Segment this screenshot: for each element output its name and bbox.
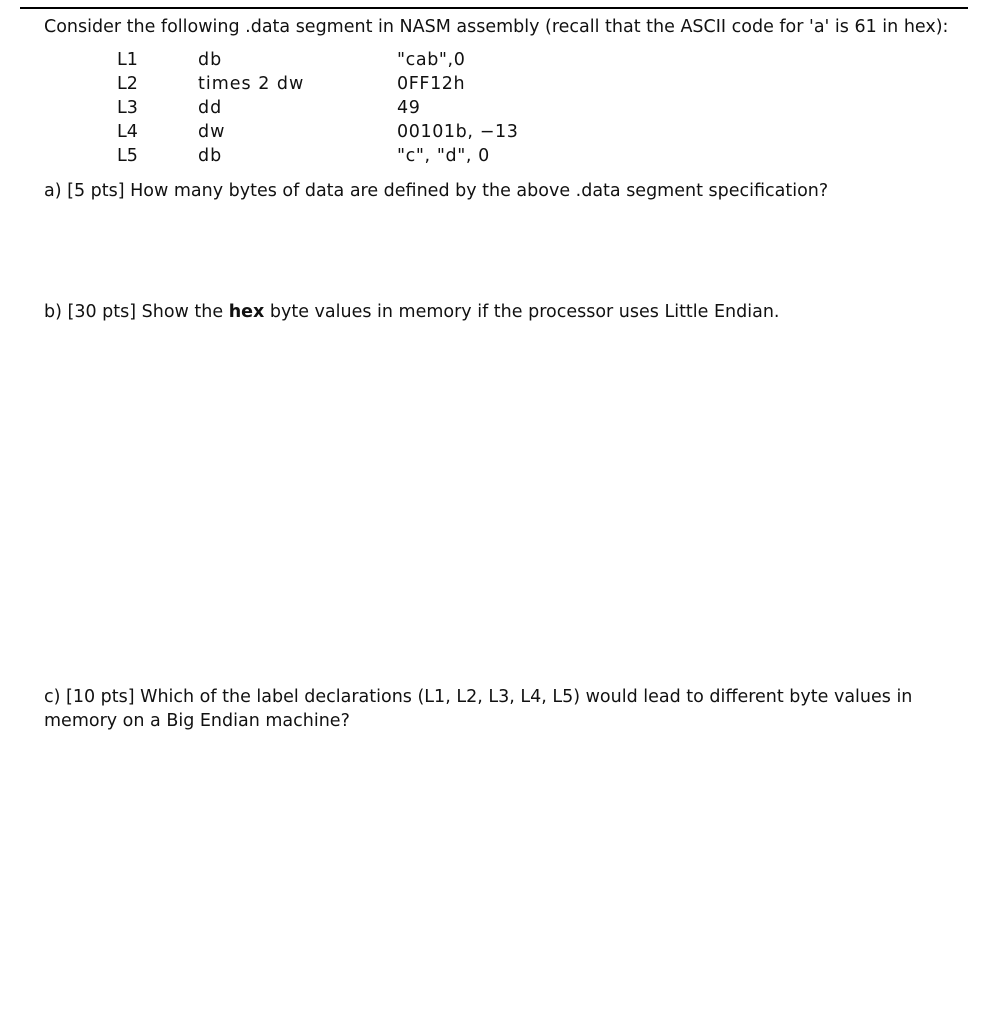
question-a: a) [5 pts] How many bytes of data are defined by the above .data segment specification? (44, 181, 829, 201)
code-operand: 00101b, −13 (397, 122, 519, 142)
code-label: L5 (117, 146, 138, 166)
code-operand: "c", "d", 0 (397, 146, 490, 166)
question-c: c) [10 pts] Which of the label declarations (L1, L2, L3, L4, L5) would lead to different byte values in memory on a Big Endian machine? (44, 687, 913, 731)
code-directive: times 2 dw (198, 74, 305, 94)
code-row-l3 (0, 96, 989, 120)
question-b (44, 301, 779, 323)
problem-intro: Consider the following .data segment in NASM assembly (recall that the ASCII code for 'a' is 61 in hex): (44, 17, 949, 37)
question-b-suffix: byte values in memory if the processor uses Little Endian. (264, 302, 780, 322)
code-label: L4 (117, 122, 138, 142)
question-b-prefix: b) [30 pts] Show the (44, 302, 229, 322)
code-directive: dw (198, 122, 226, 142)
code-operand: 0FF12h (397, 74, 466, 94)
code-directive: db (198, 50, 223, 70)
code-operand: 49 (397, 98, 421, 118)
code-label: L1 (117, 50, 138, 70)
code-row-l4 (0, 120, 989, 144)
question-b-bold: hex (228, 302, 265, 322)
code-operand: "cab",0 (397, 50, 466, 70)
code-label: L3 (117, 98, 138, 118)
top-divider (20, 7, 968, 9)
code-row-l5 (0, 144, 989, 168)
code-row-l2 (0, 72, 989, 96)
code-directive: db (198, 146, 223, 166)
code-directive: dd (198, 98, 223, 118)
code-row-l1 (0, 48, 989, 72)
code-label: L2 (117, 74, 138, 94)
